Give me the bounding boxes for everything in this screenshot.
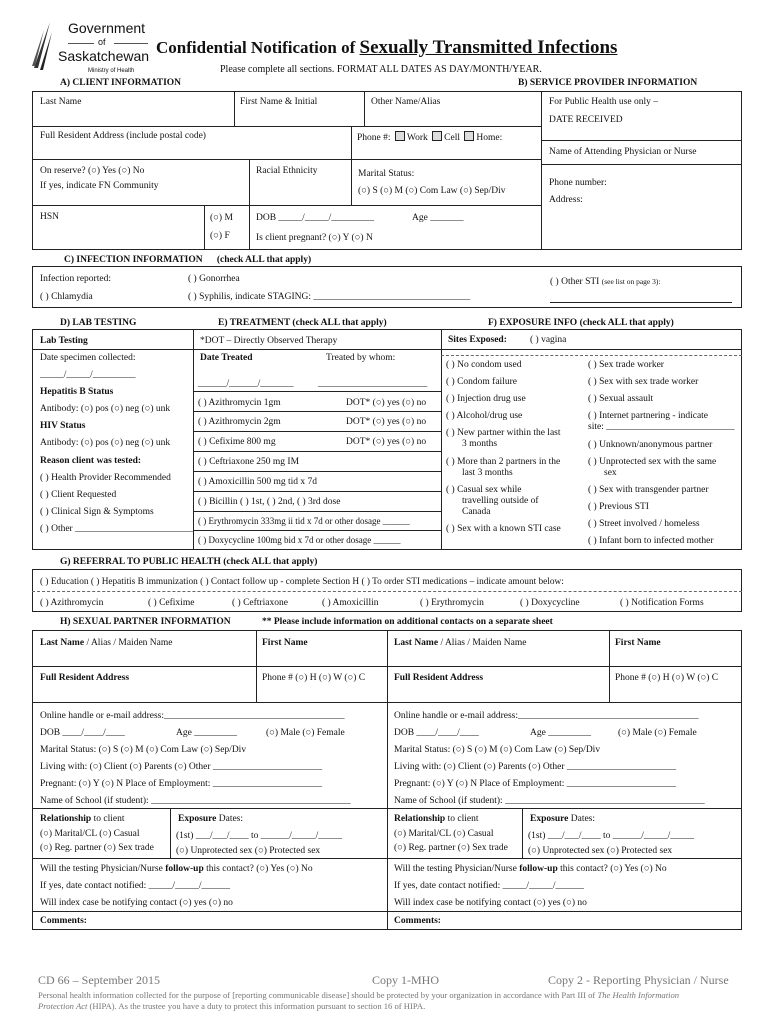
exp-l7[interactable]: ( ) Casual sex while [446,485,522,495]
partner2-dob[interactable]: DOB ____/____/____ [394,728,479,738]
partner1-first-name: First Name [262,638,308,648]
dot-note: *DOT – Directly Observed Therapy [200,336,338,346]
partner1-followup[interactable]: Will the testing Physician/Nurse follow-up this contact? (○) Yes (○) No [40,864,313,874]
azithromycin-1g[interactable]: ( ) Azithromycin 1gm [198,398,281,408]
exp-l7b: travelling outside of [462,496,539,506]
infection-reported-label: Infection reported: [40,274,111,284]
med-cefixime[interactable]: ( ) Cefixime [148,598,195,608]
partner2-marital-cl[interactable]: (○) Marital/CL (○) Casual [394,829,494,839]
exp-r4b[interactable]: site: ___________________________ [588,422,735,432]
age-field[interactable]: Age _______ [412,213,464,223]
hiv-label: HIV Status [40,421,86,431]
section-e-heading: E) TREATMENT (check ALL that apply) [218,318,387,328]
partner1-school[interactable]: Name of School (if student): __________________________________________ [40,796,351,806]
form-number: CD 66 – September 2015 [38,973,160,987]
partner1-dob[interactable]: DOB ____/____/____ [40,728,125,738]
exp-l5b: 3 months [462,439,498,449]
partner2-followup[interactable]: Will the testing Physician/Nurse follow-up this contact? (○) Yes (○) No [394,864,667,874]
partner2-marital[interactable]: Marital Status: (○) S (○) M (○) Com Law (○) Sep/Div [394,745,601,755]
page-title: Confidential Notification of Sexually Transmitted Infections [156,37,618,58]
partner2-first-name: First Name [615,638,661,648]
dot-2[interactable]: DOT* (○) yes (○) no [346,417,427,427]
partner2-index[interactable]: Will index case be notifying contact (○) yes (○) no [394,898,587,908]
partner2-pregnant[interactable]: Pregnant: (○) Y (○) N Place of Employment: _______________________ [394,779,677,789]
ceftriaxone[interactable]: ( ) Ceftriaxone 250 mg IM [198,457,300,467]
first-name-label: First Name & Initial [240,97,318,107]
date-treated-label: Date Treated [200,353,253,363]
section-h-heading: H) SEXUAL PARTNER INFORMATION [60,617,231,627]
partner2-living[interactable]: Living with: (○) Client (○) Parents (○) Other _______________________ [394,762,677,772]
exp-r5[interactable]: ( ) Unknown/anonymous partner [588,440,713,450]
med-amoxicillin[interactable]: ( ) Amoxicillin [322,598,379,608]
date-collected-field[interactable]: _____/_____/_________ [40,370,136,380]
sex-f-option[interactable]: (○) F [210,231,230,241]
partner2-phone[interactable]: Phone # (○) H (○) W (○) C [615,673,719,683]
privacy-notice: Personal health information collected for the purpose of [reporting communicable disease] should be protected by your organization in accordance with Part III of The Health Information Protection Act (HIPA). As the trustee you have a duty to protect this information pursuant to section 16 of HIPA. [38,990,680,1011]
hsn-label: HSN [40,212,60,222]
partner1-living[interactable]: Living with: (○) Client (○) Parents (○) Other _______________________ [40,762,323,772]
section-c-heading: C) INFECTION INFORMATION (check ALL that apply) [64,255,312,265]
reserve-question[interactable]: On reserve? (○) Yes (○) No [40,166,145,176]
section-d-heading: D) LAB TESTING [60,318,137,328]
partner1-index[interactable]: Will index case be notifying contact (○) yes (○) no [40,898,233,908]
other-name-label: Other Name/Alias [371,97,441,107]
government-logo [30,20,150,78]
exp-l7c: Canada [462,507,491,517]
notification-forms[interactable]: ( ) Notification Forms [620,598,704,608]
section-g-heading: G) REFERRAL TO PUBLIC HEALTH (check ALL that apply) [60,557,318,567]
exp-r9[interactable]: ( ) Street involved / homeless [588,519,700,529]
partner2-relationship: Relationship to client [394,814,479,824]
treated-by-label: Treated by whom: [326,353,396,363]
hepb-label: Hepatitis B Status [40,387,114,397]
partner1-relationship: Relationship to client [40,814,125,824]
med-ceftriaxone[interactable]: ( ) Ceftriaxone [232,598,288,608]
partner1-reg[interactable]: (○) Reg. partner (○) Sex trade [40,843,154,853]
reason-label: Reason client was tested: [40,456,142,466]
vagina-option[interactable]: ( ) vagina [530,335,567,345]
exp-r1[interactable]: ( ) Sex trade worker [588,360,664,370]
lab-testing-label: Lab Testing [40,336,88,346]
dob-field[interactable]: DOB _____/_____/_________ [256,213,374,223]
exp-r10[interactable]: ( ) Infant born to infected mother [588,536,714,546]
partner1-notified[interactable]: If yes, date contact notified: _____/_____/______ [40,881,230,891]
exp-r8[interactable]: ( ) Previous STI [588,502,649,512]
dot-1[interactable]: DOT* (○) yes (○) no [346,398,427,408]
marital-label: Marital Status: [358,169,415,179]
ministry-label: Ministry of Health [88,68,135,74]
phone-field: Phone #: Work Cell Home: [357,133,503,143]
partner1-marital-cl[interactable]: (○) Marital/CL (○) Casual [40,829,140,839]
reason-option-4[interactable]: ( ) Other _________________________ [40,524,194,534]
partner2-notified[interactable]: If yes, date contact notified: _____/_____/______ [394,881,584,891]
erythromycin[interactable]: ( ) Erythromycin 333mg ii tid x 7d or other dosage ______ [198,516,410,526]
partner1-unprot[interactable]: (○) Unprotected sex (○) Protected sex [176,846,321,856]
exp-l8[interactable]: ( ) Sex with a known STI case [446,524,561,534]
treated-by-field[interactable]: _______________________ [318,379,428,389]
partner1-address: Full Resident Address [40,673,130,683]
partner1-last-name: Last Name / Alias / Maiden Name [40,638,173,648]
amoxicillin[interactable]: ( ) Amoxicillin 500 mg tid x 7d [198,477,318,487]
partner1-pregnant[interactable]: Pregnant: (○) Y (○) N Place of Employment: _______________________ [40,779,323,789]
provider-address-label: Address: [549,195,583,205]
exp-r6[interactable]: ( ) Unprotected sex with the same [588,457,717,467]
date-collected-label: Date specimen collected: [40,353,136,363]
copy-1: Copy 1-MHO [372,973,440,987]
exp-r6b: sex [604,468,617,478]
partner2-address: Full Resident Address [394,673,484,683]
exp-r2[interactable]: ( ) Sex with sex trade worker [588,377,699,387]
partner1-exposure: Exposure Dates: [178,814,244,824]
sex-m-option[interactable]: (○) M [210,213,233,223]
gonorrhea-option[interactable]: ( ) Gonorrhea [188,274,240,284]
partner1-online[interactable]: Online handle or e-mail address:______________________________________ [40,711,345,721]
work-checkbox[interactable] [395,131,405,141]
partner2-school[interactable]: Name of School (if student): __________________________________________ [394,796,705,806]
exp-l1[interactable]: ( ) No condom used [446,360,522,370]
date-received-label: DATE RECEIVED [549,115,623,125]
dot-3[interactable]: DOT* (○) yes (○) no [346,437,427,447]
last-name-label: Last Name [40,97,82,107]
racial-label: Racial Ethnicity [256,166,318,176]
exp-r4[interactable]: ( ) Internet partnering - indicate [588,411,709,421]
partner2-sex[interactable]: (○) Male (○) Female [618,728,697,738]
exp-l3[interactable]: ( ) Injection drug use [446,394,526,404]
section-a-heading: A) CLIENT INFORMATION [60,78,182,88]
reason-option-1[interactable]: ( ) Health Provider Recommended [40,473,171,483]
gov-line2: Saskatchewan [58,48,150,64]
cefixime[interactable]: ( ) Cefixime 800 mg [198,437,276,447]
section-h-note: ** Please include information on additional contacts on a separate sheet [262,617,553,627]
exp-l4[interactable]: ( ) Alcohol/drug use [446,411,523,421]
gov-of: of [98,37,106,47]
partner2-exposure: Exposure Dates: [530,814,596,824]
address-label: Full Resident Address (include postal code) [40,131,206,141]
wheat-logo-icon [30,20,54,72]
med-erythromycin[interactable]: ( ) Erythromycin [420,598,484,608]
exp-l6b: last 3 months [462,468,513,478]
section-b-heading: B) SERVICE PROVIDER INFORMATION [518,78,698,88]
chlamydia-option[interactable]: ( ) Chlamydia [40,292,93,302]
referral-row1[interactable]: ( ) Education ( ) Hepatitis B immunization ( ) Contact follow up - complete Section H ( ) To order STI medications – indicate amount below: [40,577,564,587]
home-checkbox[interactable] [464,131,474,141]
hepb-antibody[interactable]: Antibody: (○) pos (○) neg (○) unk [40,404,171,414]
section-f-heading: F) EXPOSURE INFO (check ALL that apply) [488,318,674,328]
partner2-age[interactable]: Age _________ [530,728,591,738]
partner1-age[interactable]: Age _________ [176,728,237,738]
reason-option-3[interactable]: ( ) Clinical Sign & Symptoms [40,507,154,517]
reason-option-2[interactable]: ( ) Client Requested [40,490,117,500]
partner2-reg[interactable]: (○) Reg. partner (○) Sex trade [394,843,508,853]
fn-community-label: If yes, indicate FN Community [40,181,159,191]
partner1-comments: Comments: [40,916,87,926]
marital-options[interactable]: (○) S (○) M (○) Com Law (○) Sep/Div [358,186,506,196]
med-doxycycline[interactable]: ( ) Doxycycline [520,598,580,608]
partner1-first-exp[interactable]: (1st) ___/___/____ to ______/_____/_____ [176,831,342,841]
sites-exposed-label: Sites Exposed: [448,335,507,345]
gov-line1: Government [68,20,146,36]
partner2-unprot[interactable]: (○) Unprotected sex (○) Protected sex [528,846,673,856]
hiv-antibody[interactable]: Antibody: (○) pos (○) neg (○) unk [40,438,171,448]
instructions: Please complete all sections. FORMAT ALL DATES AS DAY/MONTH/YEAR. [220,64,542,75]
exp-r3[interactable]: ( ) Sexual assault [588,394,654,404]
exp-l6[interactable]: ( ) More than 2 partners in the [446,457,561,467]
cell-checkbox[interactable] [432,131,442,141]
azithromycin-2g[interactable]: ( ) Azithromycin 2gm [198,417,281,427]
partner2-last-name: Last Name / Alias / Maiden Name [394,638,527,648]
bicillin[interactable]: ( ) Bicillin ( ) 1st, ( ) 2nd, ( ) 3rd dose [198,497,341,507]
other-sti-option[interactable]: ( ) Other STI (see list on page 3): [550,277,661,287]
provider-phone-label: Phone number: [549,178,607,188]
partner1-phone[interactable]: Phone # (○) H (○) W (○) C [262,673,366,683]
partner1-marital[interactable]: Marital Status: (○) S (○) M (○) Com Law (○) Sep/Div [40,745,247,755]
date-treated-field[interactable]: ______/______/_______ [198,379,294,389]
med-azithromycin[interactable]: ( ) Azithromycin [40,598,104,608]
exp-l5[interactable]: ( ) New partner within the last [446,428,561,438]
syphilis-option[interactable]: ( ) Syphilis, indicate STAGING: _________________________________ [188,292,471,302]
exp-l2[interactable]: ( ) Condom failure [446,377,517,387]
partner1-sex[interactable]: (○) Male (○) Female [266,728,345,738]
physician-label: Name of Attending Physician or Nurse [549,147,697,157]
copy-2: Copy 2 - Reporting Physician / Nurse [548,973,729,987]
ph-use-label: For Public Health use only – [549,97,658,107]
partner2-first-exp[interactable]: (1st) ___/___/____ to ______/_____/_____ [528,831,694,841]
partner2-online[interactable]: Online handle or e-mail address:______________________________________ [394,711,699,721]
exp-r7[interactable]: ( ) Sex with transgender partner [588,485,709,495]
doxycycline[interactable]: ( ) Doxycycline 100mg bid x 7d or other dosage ______ [198,535,401,545]
partner2-comments: Comments: [394,916,441,926]
pregnant-question[interactable]: Is client pregnant? (○) Y (○) N [256,233,373,243]
